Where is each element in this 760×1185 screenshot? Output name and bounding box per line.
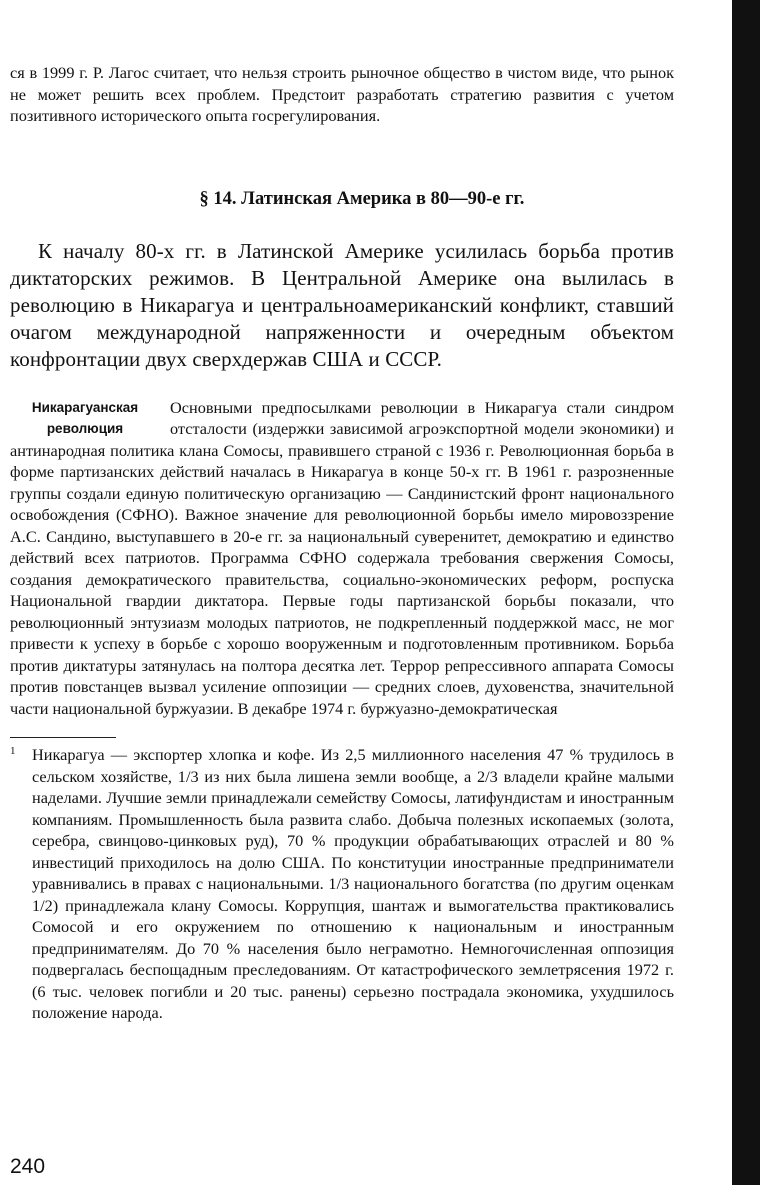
- scan-edge-shadow: [732, 0, 760, 1185]
- side-heading: Никарагуанская революция: [31, 399, 139, 436]
- footnote-mark: 1: [10, 745, 16, 757]
- continued-paragraph: ся в 1999 г. Р. Лагос считает, что нельзя строить рыночное общество в чистом виде, что рынок не может решить всех проблем. Предстоит разработать стратегию развития с учетом позитивного исторического опыта госрегулирования.: [10, 63, 674, 125]
- page-number: 240: [10, 1155, 46, 1178]
- footnote-text: Никарагуа — экспортер хлопка и кофе. Из 2,5 миллионного населения 47 % трудилось в сельском хозяйстве, 1/3 из них была лишена земли вообще, а 2/3 владели крайне малыми наделами. Лучшие земли принадлежали семейству Сомосы, латифундистам и иностранным компаниям. Промышленность была развита слабо. Добыча полезных ископаемых (золота, серебра, свинцово-цинковых руд), 70 % продукции обрабатывающих отраслей и 80 % инвестиций приходилось на долю США. По конституции иностранные предприниматели уравнивались в правах с национальными. 1/3 национального богатства (по другим оценкам 1/2) принадлежала клану Сомосы. Коррупция, шантаж и вымогательства практиковались Сомосой и его окружением по отношению к национальным и иностранным предпринимателям. До 70 % населения было неграмотно. Немногочисленная оппозиция подвергалась беспощадным преследованиям. От катастрофического землетрясения 1972 г. (6 тыс. человек погибли и 20 тыс. ранены) серьезно пострадала экономика, ухудшилось положение народа.: [32, 745, 674, 1022]
- body-paragraph: Основными предпосылками революции в Никарагуа стали синдром отсталости (издержки зависимой агроэкспортной модели экономики) и антинародная политика клана Сомосы, правившего страной с 1936 г. Революционная борьба в форме партизанских действий началась в Никарагуа в конце 50-х гг. В 1961 г. разрозненные группы создали единую политическую организацию — Сандинистский фронт национального освобождения (СФНО). Важное значение для революционной борьбы имело мировоззрение А.С. Сандино, выступавшего в 20-е гг. за национальный суверенитет, демократию и единство действий всех патриотов. Программа СФНО содержала требования свержения Сомосы, создания демократического правительства, социально-экономических реформ, роспуска Национальной гвардии диктатора. Первые годы партизанской борьбы показали, что революционный энтузиазм молодых патриотов, не подкрепленный поддержкой масс, не мог привести к успеху в борьбе с хорошо вооруженным и подготовленным противником. Борьба против диктатуры затянулась на полтора десятка лет. Террор репрессивного аппарата Сомосы против повстанцев вызвал усиление оппозиции — средних слоев, духовенства, значительной части национальной буржуазии. В декабре 1974 г. буржуазно-демократическая: [10, 397, 674, 718]
- book-page: [10, 62, 674, 1024]
- intro-paragraph: К началу 80-х гг. в Латинской Америке усилилась борьба против диктаторских режимов. В Центральной Америке она вылилась в революцию в Никарагуа и центральноамериканский конфликт, ставший очагом международной напряженности и очередным объектом конфронтации двух сверхдержав США и СССР.: [10, 238, 674, 371]
- footnote-divider: [10, 737, 116, 738]
- body-section: [10, 397, 674, 720]
- footnote: [10, 744, 674, 1024]
- section-title: § 14. Латинская Америка в 80—90-е гг.: [199, 188, 525, 209]
